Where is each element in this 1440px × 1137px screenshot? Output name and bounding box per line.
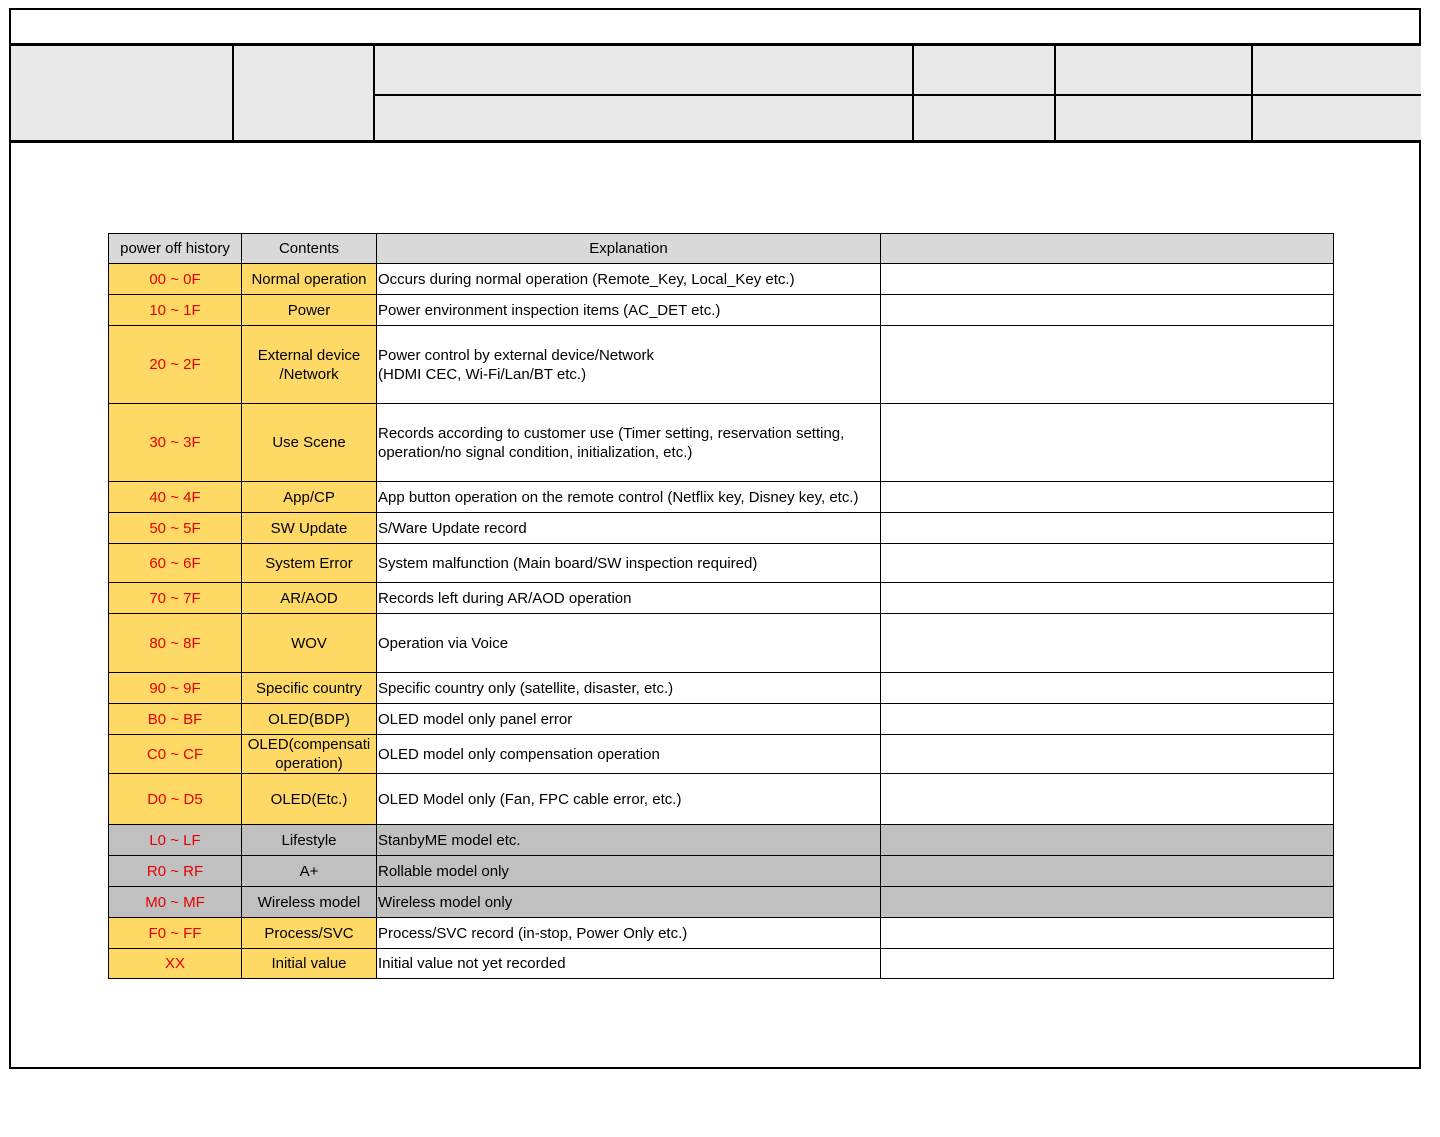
code-cell: 10 ~ 1F [109, 295, 242, 326]
explanation-cell: Process/SVC record (in-stop, Power Only etc.) [377, 918, 881, 949]
table-row [109, 949, 1334, 979]
contents-cell: OLED(compensati operation) [242, 735, 377, 774]
explanation-cell: Records according to customer use (Timer setting, reservation setting, operation/no signal condition, initialization, etc.) [377, 404, 881, 482]
header-power-off-history: power off history [109, 234, 242, 264]
explanation-cell: Rollable model only [377, 856, 881, 887]
contents-cell: Lifestyle [242, 825, 377, 856]
code-cell: 60 ~ 6F [109, 544, 242, 583]
table-row [109, 735, 1334, 774]
code-cell: L0 ~ LF [109, 825, 242, 856]
note-cell [881, 949, 1334, 979]
code-cell: 80 ~ 8F [109, 614, 242, 673]
table-header-row [109, 234, 1334, 264]
note-cell [881, 264, 1334, 295]
explanation-cell: Operation via Voice [377, 614, 881, 673]
table-row [109, 856, 1334, 887]
contents-cell: Initial value [242, 949, 377, 979]
table-row [109, 583, 1334, 614]
header-divider [1054, 46, 1056, 140]
note-cell [881, 404, 1334, 482]
explanation-cell: S/Ware Update record [377, 513, 881, 544]
note-cell [881, 482, 1334, 513]
explanation-cell: OLED model only compensation operation [377, 735, 881, 774]
contents-cell: Specific country [242, 673, 377, 704]
code-cell: R0 ~ RF [109, 856, 242, 887]
contents-cell: WOV [242, 614, 377, 673]
table-row [109, 887, 1334, 918]
explanation-cell: App button operation on the remote control (Netflix key, Disney key, etc.) [377, 482, 881, 513]
table-row [109, 264, 1334, 295]
note-cell [881, 295, 1334, 326]
explanation-cell: Power environment inspection items (AC_DET etc.) [377, 295, 881, 326]
code-cell: 40 ~ 4F [109, 482, 242, 513]
note-cell [881, 326, 1334, 404]
explanation-cell: StanbyME model etc. [377, 825, 881, 856]
note-cell [881, 614, 1334, 673]
contents-cell: External device /Network [242, 326, 377, 404]
table-row [109, 704, 1334, 735]
header-contents: Contents [242, 234, 377, 264]
table-row [109, 544, 1334, 583]
contents-cell: Wireless model [242, 887, 377, 918]
explanation-cell: OLED model only panel error [377, 704, 881, 735]
explanation-cell: Occurs during normal operation (Remote_Key, Local_Key etc.) [377, 264, 881, 295]
code-cell: F0 ~ FF [109, 918, 242, 949]
code-cell: 20 ~ 2F [109, 326, 242, 404]
code-cell: 30 ~ 3F [109, 404, 242, 482]
table-row [109, 404, 1334, 482]
note-cell [881, 513, 1334, 544]
table-row [109, 614, 1334, 673]
table-row [109, 673, 1334, 704]
code-cell: 00 ~ 0F [109, 264, 242, 295]
note-cell [881, 825, 1334, 856]
code-cell: D0 ~ D5 [109, 774, 242, 825]
header-divider [232, 46, 234, 140]
contents-cell: AR/AOD [242, 583, 377, 614]
header-divider [373, 46, 375, 140]
table-row [109, 326, 1334, 404]
table-row [109, 295, 1334, 326]
code-cell: 70 ~ 7F [109, 583, 242, 614]
contents-cell: Power [242, 295, 377, 326]
explanation-cell: System malfunction (Main board/SW inspection required) [377, 544, 881, 583]
note-cell [881, 544, 1334, 583]
note-cell [881, 704, 1334, 735]
note-cell [881, 673, 1334, 704]
contents-cell: Process/SVC [242, 918, 377, 949]
contents-cell: System Error [242, 544, 377, 583]
header-divider [1251, 46, 1253, 140]
explanation-cell: Wireless model only [377, 887, 881, 918]
note-cell [881, 887, 1334, 918]
explanation-cell: Specific country only (satellite, disaster, etc.) [377, 673, 881, 704]
explanation-cell: Records left during AR/AOD operation [377, 583, 881, 614]
contents-cell: A+ [242, 856, 377, 887]
code-cell: C0 ~ CF [109, 735, 242, 774]
note-cell [881, 735, 1334, 774]
code-cell: 90 ~ 9F [109, 673, 242, 704]
contents-cell: Normal operation [242, 264, 377, 295]
code-cell: 50 ~ 5F [109, 513, 242, 544]
code-cell: XX [109, 949, 242, 979]
header-explanation: Explanation [377, 234, 881, 264]
note-cell [881, 856, 1334, 887]
explanation-cell: Initial value not yet recorded [377, 949, 881, 979]
power-off-history-table [108, 233, 1334, 979]
note-cell [881, 774, 1334, 825]
document-header-block [11, 46, 1421, 140]
contents-cell: OLED(BDP) [242, 704, 377, 735]
code-cell: B0 ~ BF [109, 704, 242, 735]
table-row [109, 774, 1334, 825]
table-row [109, 918, 1334, 949]
table-row [109, 513, 1334, 544]
explanation-cell: Power control by external device/Network (HDMI CEC, Wi-Fi/Lan/BT etc.) [377, 326, 881, 404]
contents-cell: SW Update [242, 513, 377, 544]
code-cell: M0 ~ MF [109, 887, 242, 918]
contents-cell: OLED(Etc.) [242, 774, 377, 825]
explanation-cell: OLED Model only (Fan, FPC cable error, etc.) [377, 774, 881, 825]
table-row [109, 482, 1334, 513]
note-cell [881, 583, 1334, 614]
header-notes [881, 234, 1334, 264]
header-divider [912, 46, 914, 140]
header-midline [374, 94, 1421, 96]
note-cell [881, 918, 1334, 949]
table-row [109, 825, 1334, 856]
contents-cell: App/CP [242, 482, 377, 513]
contents-cell: Use Scene [242, 404, 377, 482]
header-bottom-rule [11, 140, 1421, 143]
